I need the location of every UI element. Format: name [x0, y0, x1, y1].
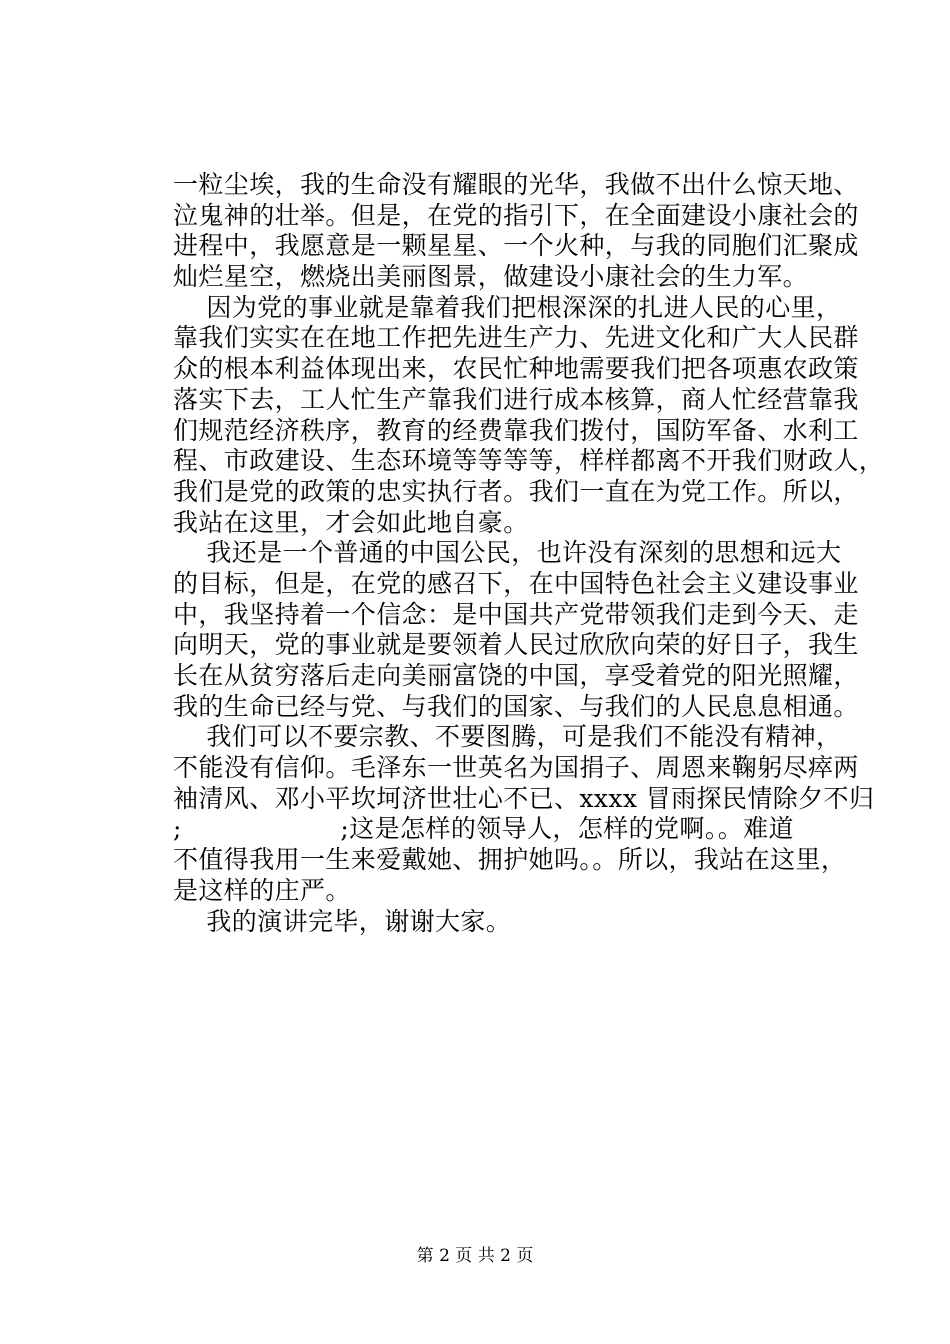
- text-line: 不能没有信仰。毛泽东一世英名为国捐子、周恩来鞠躬尽瘁两: [173, 753, 859, 783]
- page-number-footer: 第 2 页 共 2 页: [416, 1246, 534, 1266]
- text-line: 我还是一个普通的中国公民，也许没有深刻的思想和远大: [173, 538, 842, 568]
- text-line: 程、市政建设、生态环境等等等等，样样都离不开我们财政人，: [173, 446, 885, 476]
- text-line: 泣鬼神的壮举。但是，在党的指引下，在全面建设小康社会的: [173, 200, 859, 230]
- text-line: 中，我坚持着一个信念：是中国共产党带领我们走到今天、走: [173, 599, 859, 629]
- text-line: 我的演讲完毕，谢谢大家。: [173, 906, 512, 936]
- text-line: 我的生命已经与党、与我们的国家、与我们的人民息息相通。: [173, 691, 859, 721]
- text-line: ; ;这是怎样的领导人，怎样的党啊。。难道: [173, 814, 794, 844]
- text-line: 们规范经济秩序，教育的经费靠我们拨付，国防军备、水利工: [173, 415, 859, 445]
- text-line: 不值得我用一生来爱戴她、拥护她吗。。所以，我站在这里，: [173, 845, 847, 875]
- body-text: [173, 170, 885, 937]
- text-line: 我们可以不要宗教、不要图腾，可是我们不能没有精神，: [173, 722, 842, 752]
- text-line: 灿烂星空，燃烧出美丽图景，做建设小康社会的生力军。: [173, 262, 809, 292]
- text-line: 因为党的事业就是靠着我们把根深深的扎进人民的心里，: [173, 292, 842, 322]
- text-line: 是这样的庄严。: [173, 875, 351, 905]
- text-line: 我站在这里，才会如此地自豪。: [173, 507, 529, 537]
- text-line: 进程中，我愿意是一颗星星、一个火种，与我的同胞们汇聚成: [173, 231, 859, 261]
- text-line: 长在从贫穷落后走向美丽富饶的中国，享受着党的阳光照耀，: [173, 661, 859, 690]
- text-line: 的目标，但是，在党的感召下，在中国特色社会主义建设事业: [173, 568, 859, 598]
- text-line: 落实下去，工人忙生产靠我们进行成本核算，商人忙经营靠我: [173, 384, 859, 414]
- text-line: 一粒尘埃，我的生命没有耀眼的光华，我做不出什么惊天地、: [173, 170, 859, 199]
- text-line: 我们是党的政策的忠实执行者。我们一直在为党工作。所以，: [173, 476, 859, 506]
- text-line: 众的根本利益体现出来，农民忙种地需要我们把各项惠农政策: [173, 354, 859, 384]
- text-line: 靠我们实实在在地工作把先进生产力、先进文化和广大人民群: [173, 323, 859, 353]
- text-line: 向明天，党的事业就是要领着人民过欣欣向荣的好日子，我生: [173, 630, 859, 660]
- text-line: 袖清风、邓小平坎坷济世壮心不已、xxxx 冒雨探民情除夕不归: [173, 783, 875, 813]
